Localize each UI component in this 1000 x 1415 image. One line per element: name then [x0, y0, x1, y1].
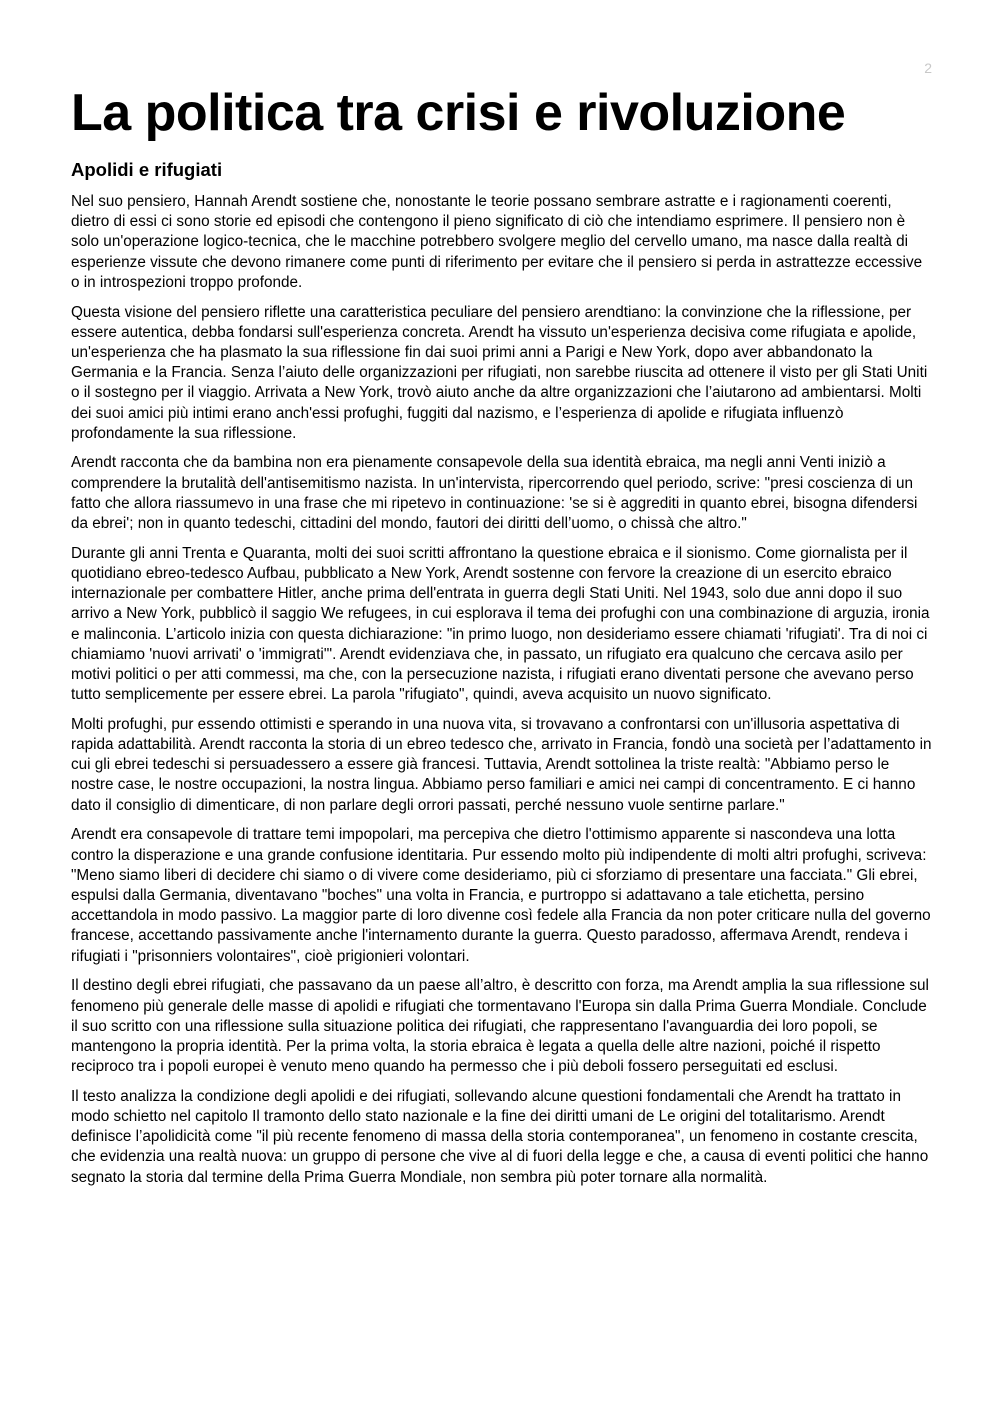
page-title: La politica tra crisi e rivoluzione [71, 84, 846, 142]
paragraph: Molti profughi, pur essendo ottimisti e sperando in una nuova vita, si trovavano a confrontarsi con un'illusoria aspettativa di rapida adattabilità. Arendt racconta la storia di un ebreo tedesco che, arrivato in Francia, fondò una società per l’adattamento in cui gli ebrei tedeschi si persuadessero a essere già francesi. Tuttavia, Arendt sottolinea la triste realtà: "Abbiamo perso le nostre case, le nostre occupazioni, la nostra lingua. Abbiamo perso familiari e amici nei campi di concentramento. E ci hanno dato il consiglio di dimenticare, di non parlare degli orrori passati, perché nessuno vuole sentirne parlare." [71, 715, 932, 814]
section-heading: Apolidi e rifugiati [71, 159, 223, 180]
paragraph: Arendt racconta che da bambina non era pienamente consapevole della sua identità ebraica, ma negli anni Venti iniziò a comprendere la brutalità dell'antisemitismo nazista. In un'intervista, ripercorrendo quel periodo, scrive: "presi coscienza di un fatto che allora riassumevo in una frase che mi ripetevo in continuazione: 'se si è aggrediti in quanto ebrei, bisogna difendersi da ebrei'; non in quanto tedeschi, cittadini del mondo, fautori dei diritti dell’uomo, o chissà che altro." [71, 454, 918, 533]
paragraph: Il testo analizza la condizione degli apolidi e dei rifugiati, sollevando alcune questioni fondamentali che Arendt ha trattato in modo schietto nel capitolo Il tramonto dello stato nazionale e la fine dei diritti umani de Le origini del totalitarismo. Arendt definisce l’apolidicità come "il più recente fenomeno di massa della storia contemporanea", un fenomeno in costante crescita, che evidenzia una realtà nuova: un gruppo di persone che vive al di fuori della legge e che, a causa di eventi politici che hanno segnato la storia dal termine della Prima Guerra Mondiale, non sembra più poter tornare alla normalità. [71, 1087, 929, 1186]
paragraph: Questa visione del pensiero riflette una caratteristica peculiare del pensiero arendtiano: la convinzione che la riflessione, per essere autentica, debba fondarsi sull'esperienza concreta. Arendt ha vissuto un'esperienza decisiva come rifugiata e apolide, un'esperienza che ha plasmato la sua riflessione fin dai suoi primi anni a Parigi e New York, dopo aver abbandonato la Germania e la Francia. Senza l’aiuto delle organizzazioni per rifugiati, non sarebbe riuscita ad ottenere il visto per gli Stati Uniti o il sostegno per il viaggio. Arrivata a New York, trovò aiuto anche da altre organizzazioni che l’aiutarono ad ambientarsi. Molti dei suoi amici più intimi erano anch'essi profughi, fuggiti dal nazismo, e l’esperienza di apolide e rifugiata influenzò profondamente la sua riflessione. [71, 303, 928, 442]
paragraph: Il destino degli ebrei rifugiati, che passavano da un paese all’altro, è descritto con forza, ma Arendt amplia la sua riflessione sul fenomeno più generale delle masse di apolidi e rifugiati che tormentavano l'Europa sin dalla Prima Guerra Mondiale. Conclude il suo scritto con una riflessione sulla situazione politica dei rifugiati, che rappresentano l'avanguardia dei loro popoli, se mantengono la propria identità. Per la prima volta, la storia ebraica è legata a quella delle altre nazioni, poiché il rispetto reciproco tra i popoli europei è venuto meno quando ha permesso che i più deboli fossero perseguitati ed esclusi. [71, 977, 929, 1076]
paragraph: Arendt era consapevole di trattare temi impopolari, ma percepiva che dietro l'ottimismo apparente si nascondeva una lotta contro la disperazione e una grande confusione identitaria. Pur essendo molto più indipendente di molti altri profughi, scriveva: "Meno siamo liberi di decidere chi siamo o di vivere come desideriamo, più ci sforziamo di presentare una facciata." Gli ebrei, espulsi dalla Germania, diventavano "boches" una volta in Francia, e purtroppo si adattavano a tale etichetta, persino accettandola in modo passivo. La maggior parte di loro divenne così fedele alla Francia da non poter criticare nulla del governo francese, accettando passivamente anche l'internamento durante la guerra. Questo paradosso, affermava Arendt, rendeva i rifugiati i "prisonniers volontaires", cioè prigionieri volontari. [71, 826, 931, 965]
paragraph: Durante gli anni Trenta e Quaranta, molti dei suoi scritti affrontano la questione ebraica e il sionismo. Come giornalista per il quotidiano ebreo-tedesco Aufbau, pubblicato a New York, Arendt sostenne con fervore la creazione di un esercito ebraico internazionale per combattere Hitler, anche prima dell'entrata in guerra degli Stati Uniti. Nel 1943, solo due anni dopo il suo arrivo a New York, pubblicò il saggio We refugees, in cui esplorava il tema dei profughi con una combinazione di arguzia, ironia e malinconia. L’articolo inizia con questa dichiarazione: "in primo luogo, non desideriamo essere chiamati 'rifugiati'. Tra di noi ci chiamiamo 'nuovi arrivati' o 'immigrati'". Arendt evidenziava che, in passato, un rifugiato era qualcuno che cercava asilo per motivi politici o per atti commessi, ma che, con la persecuzione nazista, i rifugiati erano diventati persone che avevano perso tutto semplicemente per essere ebrei. La parola "rifugiato", quindi, aveva acquisito un nuovo significato. [71, 544, 930, 704]
document-body [71, 82, 933, 1197]
page-number: 2 [924, 60, 932, 76]
paragraph: Nel suo pensiero, Hannah Arendt sostiene che, nonostante le teorie possano sembrare astratte e i ragionamenti coerenti, dietro di essi ci sono storie ed episodi che contengono il pieno significato di ciò che intendiamo esprimere. Il pensiero non è solo un'operazione logico-tecnica, che le macchine potrebbero svolgere meglio del cervello umano, ma nasce dalla realtà di esperienze vissute che devono rimanere come punti di riferimento per evitare che il pensiero si perda in astrattezze eccessive o in introspezioni troppo profonde. [71, 193, 923, 291]
